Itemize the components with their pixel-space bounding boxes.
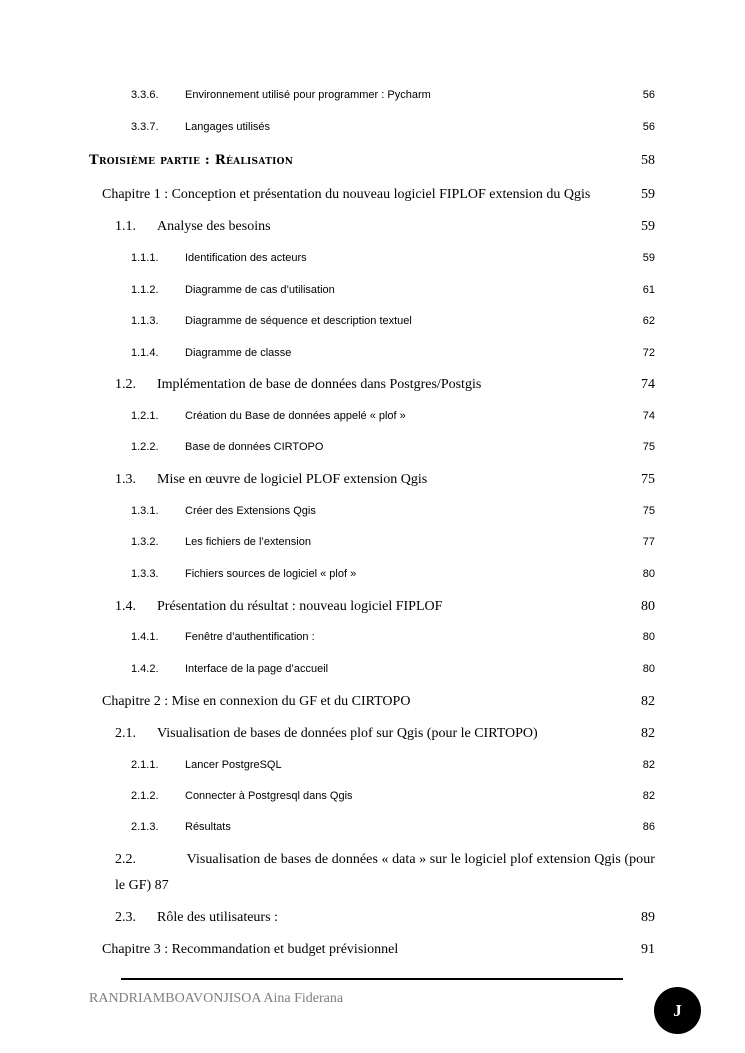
toc-entry-title: Environnement utilisé pour programmer : Pycharm — [185, 89, 431, 101]
toc-entry-page: 80 — [642, 631, 655, 643]
toc-entry-title: Interface de la page d’accueil — [185, 663, 329, 675]
toc-entry-number: 1.2.1. — [131, 410, 159, 422]
toc-entry-title: Implémentation de base de données dans Postgres/Postgis — [157, 377, 482, 392]
toc-entry-page: 80 — [642, 568, 655, 580]
toc-entry-title: Création du Base de données appelé « plof » — [185, 410, 406, 422]
toc-entry-page: 82 — [641, 726, 655, 741]
toc-entry-page: 91 — [641, 942, 655, 957]
toc-entry-page: 62 — [642, 315, 655, 327]
toc-entry-page: 75 — [642, 441, 655, 453]
toc-entry-number: 1.1.4. — [131, 347, 159, 359]
toc-entry-number: 3.3.7. — [131, 121, 159, 133]
toc-chapter[interactable] — [102, 187, 655, 203]
toc-entry-title: Visualisation de bases de données plof sur Qgis (pour le CIRTOPO) — [157, 726, 538, 741]
toc-entry-number: 1.1.3. — [131, 315, 159, 327]
toc-entry[interactable] — [131, 347, 655, 359]
toc-section[interactable] — [115, 599, 655, 615]
toc-wrapped-line-2: le GF) 87 — [115, 878, 169, 893]
toc-entry-title: Connecter à Postgresql dans Qgis — [185, 790, 353, 802]
toc-entry-number: 2.1.3. — [131, 821, 159, 833]
toc-entry[interactable] — [131, 631, 655, 643]
toc-entry-page: 56 — [642, 89, 655, 101]
toc-entry-title: Identification des acteurs — [185, 252, 307, 264]
toc-entry-page: 77 — [642, 536, 655, 548]
toc-entry-title: Chapitre 2 : Mise en connexion du GF et du CIRTOPO — [102, 694, 411, 709]
toc-entry-number: 2.2. — [115, 852, 136, 867]
toc-entry[interactable] — [131, 89, 655, 101]
toc-entry[interactable] — [131, 410, 655, 422]
toc-entry[interactable] — [131, 315, 655, 327]
toc-entry[interactable] — [131, 568, 655, 580]
toc-section[interactable] — [115, 377, 655, 393]
toc-entry-page: 59 — [641, 219, 655, 234]
toc-entry[interactable] — [131, 790, 655, 802]
toc-section[interactable] — [115, 910, 655, 926]
toc-entry-page: 82 — [642, 759, 655, 771]
toc-entry-title: Mise en œuvre de logiciel PLOF extension Qgis — [157, 472, 428, 487]
toc-entry-page: 58 — [641, 153, 655, 168]
toc-entry-page: 80 — [641, 599, 655, 614]
toc-entry[interactable] — [131, 505, 655, 517]
toc-entry-page: 75 — [642, 505, 655, 517]
toc-entry-number: 1.3. — [115, 472, 136, 487]
toc-entry-number: 1.1.2. — [131, 284, 159, 296]
toc-entry[interactable] — [131, 536, 655, 548]
toc-entry-title: Troisième partie : Réalisation — [89, 153, 294, 168]
toc-entry-number: 1.4. — [115, 599, 136, 614]
toc-entry-title: Résultats — [185, 821, 231, 833]
toc-entry-page: 86 — [642, 821, 655, 833]
toc-entry[interactable] — [131, 252, 655, 264]
toc-entry-number: 1.3.3. — [131, 568, 159, 580]
toc-entry-page: 75 — [641, 472, 655, 487]
toc-entry[interactable] — [131, 759, 655, 771]
toc-entry-title: Visualisation de bases de données « data » sur le logiciel plof extension Qgis (pour — [186, 852, 655, 867]
toc-entry-page: 74 — [641, 377, 655, 392]
toc-entry-page: 74 — [642, 410, 655, 422]
toc-entry-title: Créer des Extensions Qgis — [185, 505, 316, 517]
toc-entry-title: Présentation du résultat : nouveau logiciel FIPLOF — [157, 599, 443, 614]
toc-entry-number: 1.4.2. — [131, 663, 159, 675]
toc-entry[interactable] — [131, 441, 655, 453]
toc-entry-number: 2.1. — [115, 726, 136, 741]
toc-wrapped-line-1 — [115, 847, 655, 873]
toc-entry-title: Lancer PostgreSQL — [185, 759, 282, 771]
page-letter-badge: J — [654, 987, 701, 1034]
toc-entry-title: Langages utilisés — [185, 121, 271, 133]
toc-entry-number: 1.2. — [115, 377, 136, 392]
toc-entry-title: Fenêtre d’authentification : — [185, 631, 315, 643]
toc-entry-title: Les fichiers de l’extension — [185, 536, 311, 548]
toc-entry[interactable] — [131, 663, 655, 675]
toc-entry-number: 3.3.6. — [131, 89, 159, 101]
toc-entry-number: 1.3.1. — [131, 505, 159, 517]
footer-divider — [121, 978, 623, 980]
toc-entry-title: Analyse des besoins — [157, 219, 271, 234]
toc-entry[interactable] — [131, 121, 655, 133]
toc-entry-page: 56 — [642, 121, 655, 133]
toc-entry-number: 1.2.2. — [131, 441, 159, 453]
toc-entry-page: 80 — [642, 663, 655, 675]
toc-entry-title: Rôle des utilisateurs : — [157, 910, 278, 925]
toc-entry-number: 2.1.2. — [131, 790, 159, 802]
toc-chapter[interactable] — [102, 694, 655, 710]
toc-section-wrapped[interactable] — [115, 847, 655, 899]
toc-entry-page: 59 — [642, 252, 655, 264]
toc-entry-page: 82 — [642, 790, 655, 802]
toc-entry-title: Base de données CIRTOPO — [185, 441, 324, 453]
toc-part-heading[interactable] — [89, 153, 655, 169]
toc-entry-number: 2.1.1. — [131, 759, 159, 771]
toc-entry-title: Chapitre 3 : Recommandation et budget prévisionnel — [102, 942, 399, 957]
toc-entry-page: 61 — [642, 284, 655, 296]
toc-entry-title: Diagramme de classe — [185, 347, 292, 359]
toc-entry-page: 72 — [642, 347, 655, 359]
toc-entry-page: 82 — [641, 694, 655, 709]
toc-section[interactable] — [115, 726, 655, 742]
toc-entry-number: 2.3. — [115, 910, 136, 925]
toc-section[interactable] — [115, 219, 655, 235]
toc-entry-title: Diagramme de séquence et description textuel — [185, 315, 412, 327]
toc-entry-number: 1.4.1. — [131, 631, 159, 643]
footer-author: RANDRIAMBOAVONJISOA Aina Fiderana — [89, 991, 344, 1006]
toc-entry-title: Diagramme de cas d’utilisation — [185, 284, 335, 296]
toc-entry-number: 1.1.1. — [131, 252, 159, 264]
toc-entry-page: 89 — [641, 910, 655, 925]
toc-entry-number: 1.1. — [115, 219, 136, 234]
toc-section[interactable] — [115, 472, 655, 488]
toc-entry[interactable] — [131, 821, 655, 833]
toc-chapter[interactable] — [102, 942, 655, 958]
toc-entry-page: 59 — [641, 187, 655, 202]
toc-entry[interactable] — [131, 284, 655, 296]
toc-entry-title: Fichiers sources de logiciel « plof » — [185, 568, 357, 580]
toc-entry-number: 1.3.2. — [131, 536, 159, 548]
toc-entry-title: Chapitre 1 : Conception et présentation du nouveau logiciel FIPLOF extension du Qgis — [102, 187, 591, 202]
